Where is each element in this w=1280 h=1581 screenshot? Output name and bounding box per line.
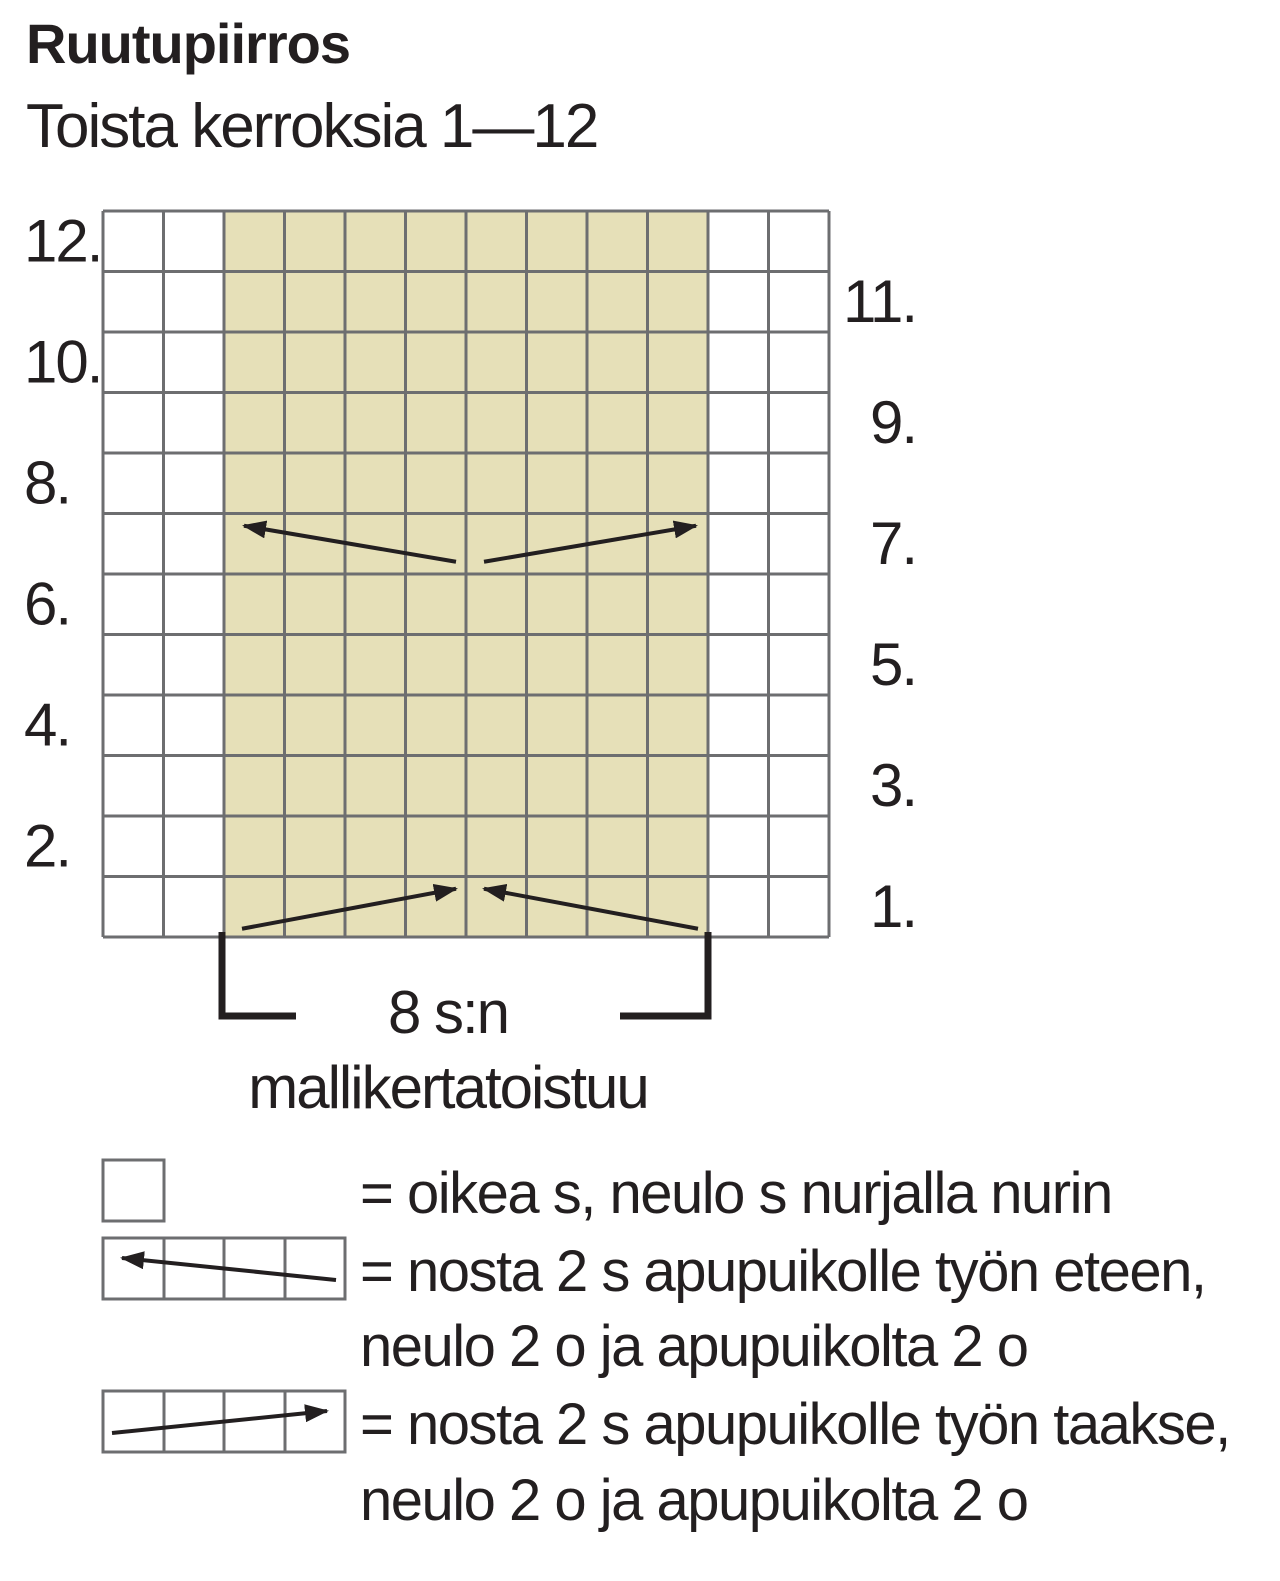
row-label-left: 10. (24, 328, 102, 396)
row-label-right: 11. (843, 267, 916, 335)
chart-subtitle: Toista kerroksia 1—12 (26, 92, 598, 161)
legend-item-left-cable-line2: neulo 2 o ja apupuikolta 2 o (360, 1314, 1028, 1379)
legend-item-knit: = oikea s, neulo s nurjalla nurin (360, 1161, 1112, 1226)
right-cable-icon (103, 1391, 345, 1452)
repeat-label-count: 8 s:n (387, 979, 509, 1046)
left-cable-icon (103, 1238, 345, 1299)
row-label-right: 3. (869, 751, 916, 819)
row-label-left: 12. (24, 207, 102, 275)
empty-square-icon (103, 1160, 164, 1221)
row-label-left: 8. (24, 449, 71, 517)
row-label-left: 2. (24, 812, 71, 880)
chart-grid (103, 211, 829, 937)
row-label-right: 5. (869, 630, 916, 698)
row-label-right: 7. (869, 509, 916, 577)
row-label-right: 1. (869, 872, 916, 940)
row-label-right: 9. (869, 388, 916, 456)
legend-item-left-cable-line1: = nosta 2 s apupuikolle työn eteen, (360, 1239, 1206, 1304)
legend-item-right-cable-line2: neulo 2 o ja apupuikolta 2 o (360, 1468, 1028, 1533)
legend-item-right-cable-line1: = nosta 2 s apupuikolle työn taakse, (360, 1392, 1230, 1457)
chart-title: Ruutupiirros (26, 12, 350, 75)
repeat-label-text: mallikertatoistuu (248, 1054, 648, 1121)
row-label-left: 6. (24, 570, 71, 638)
row-label-left: 4. (24, 691, 71, 759)
